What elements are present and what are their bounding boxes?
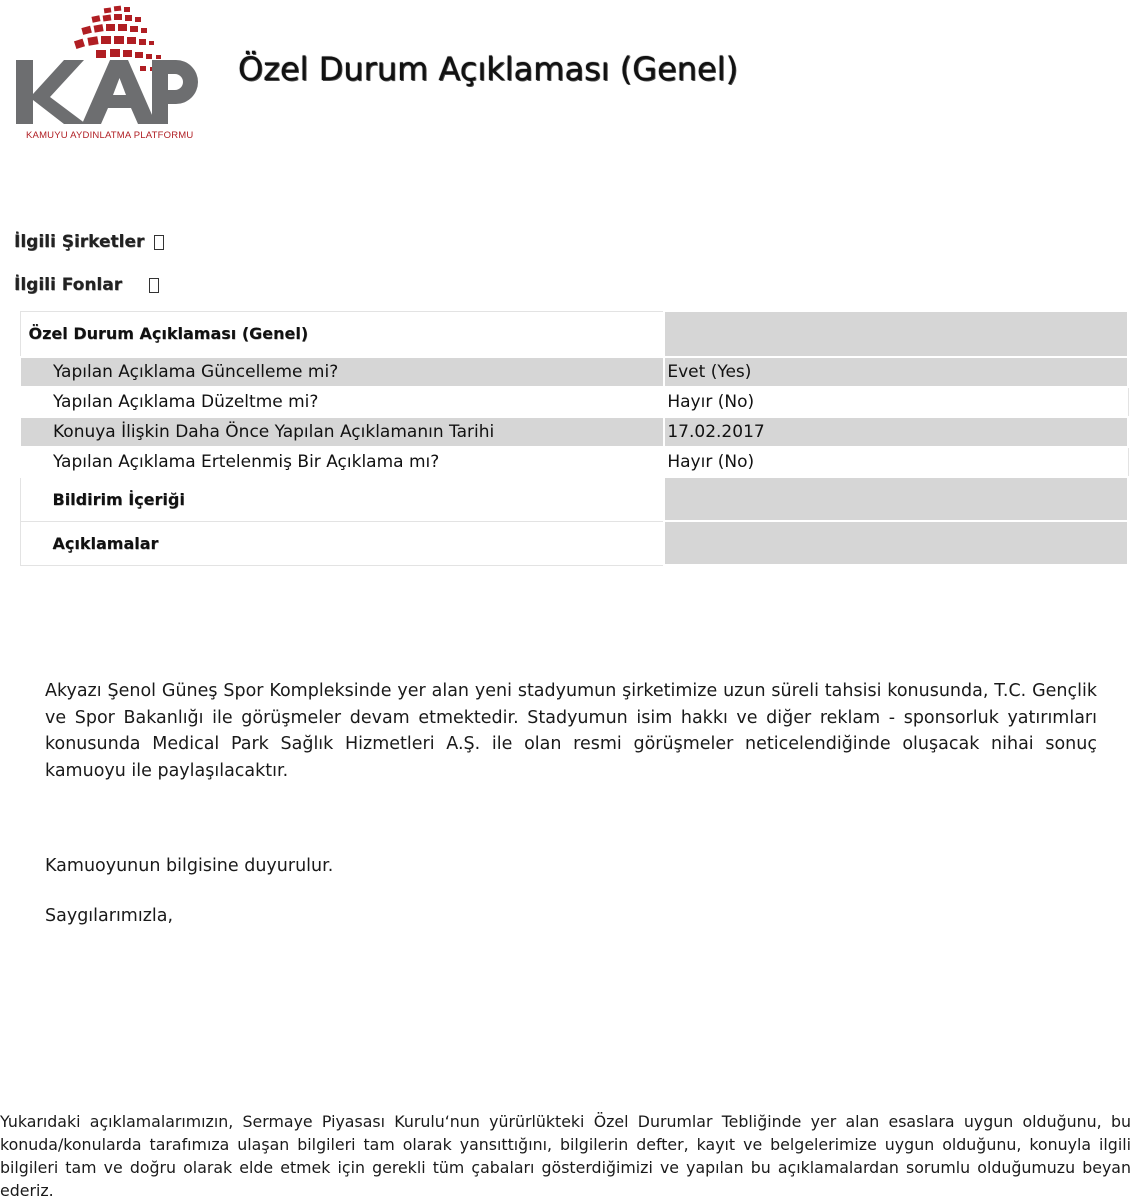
closing-text: Saygılarımızla, — [45, 906, 174, 926]
expand-icon — [154, 235, 164, 250]
kap-logo — [12, 2, 202, 144]
related-funds-label: İlgili Fonlar — [14, 275, 123, 295]
table-row — [20, 357, 1128, 387]
expand-icon — [149, 278, 159, 293]
kap-logo-graphic — [12, 2, 202, 144]
row-answer: Hayır (No) — [664, 387, 1128, 417]
section-row — [20, 477, 1128, 521]
row-question: Yapılan Açıklama Güncelleme mi? — [20, 357, 664, 387]
section-content-label: Bildirim İçeriği — [20, 477, 664, 521]
table-row — [20, 387, 1128, 417]
row-answer: 17.02.2017 — [664, 417, 1128, 447]
page-title: Özel Durum Açıklaması (Genel) — [238, 50, 739, 88]
related-companies-label: İlgili Şirketler — [14, 232, 145, 252]
notice-text: Kamuoyunun bilgisine duyurulur. — [45, 856, 334, 876]
section-explanations-value — [664, 521, 1128, 565]
legal-statement: Yukarıdaki açıklamalarımızın, Sermaye Piyasası Kurulu‘nun yürürlükteki Özel Durumlar Tebliğinde yer alan esaslara uygun olduğunu, bu konuda/konularda tarafımıza ulaşan bilgileri tam olarak yansıttığını, bilgilerin defter, kayıt ve belgelerimize uygun olduğunu, konuyla ilgili bilgileri tam ve doğru olarak elde etmek için gerekli tüm çabaları gösterdiğimizi ve yapılan bu açıklamalardan sorumlu olduğumuzu beyan ederiz. — [0, 1112, 1131, 1200]
disclosure-info-table — [19, 310, 1129, 566]
table-header-row — [20, 311, 1128, 357]
related-funds-toggle[interactable] — [14, 275, 159, 295]
row-answer: Hayır (No) — [664, 447, 1128, 477]
logo-subtitle: KAMUYU AYDINLATMA PLATFORMU — [26, 130, 194, 141]
table-row — [20, 447, 1128, 477]
table-header-label: Özel Durum Açıklaması (Genel) — [20, 311, 664, 357]
row-question: Konuya İlişkin Daha Önce Yapılan Açıklamanın Tarihi — [20, 417, 664, 447]
row-answer: Evet (Yes) — [664, 357, 1128, 387]
related-companies-toggle[interactable] — [14, 232, 164, 252]
section-explanations-label: Açıklamalar — [20, 521, 664, 565]
disclosure-paragraph: Akyazı Şenol Güneş Spor Kompleksinde yer alan yeni stadyumun şirketimize uzun süreli tahsisi konusunda, T.C. Gençlik ve Spor Bakanlığı ile görüşmeler devam etmektedir. Stadyumun isim hakkı ve diğer reklam - sponsorluk yatırımları konusunda Medical Park Sağlık Hizmetleri A.Ş. ile olan resmi görüşmeler neticelendiğinde oluşacak nihai sonuç kamuoyu ile paylaşılacaktır. — [45, 681, 1097, 781]
table-row — [20, 417, 1128, 447]
section-content-value — [664, 477, 1128, 521]
row-question: Yapılan Açıklama Ertelenmiş Bir Açıklama mı? — [20, 447, 664, 477]
row-question: Yapılan Açıklama Düzeltme mi? — [20, 387, 664, 417]
section-row — [20, 521, 1128, 565]
table-header-value — [664, 311, 1128, 357]
